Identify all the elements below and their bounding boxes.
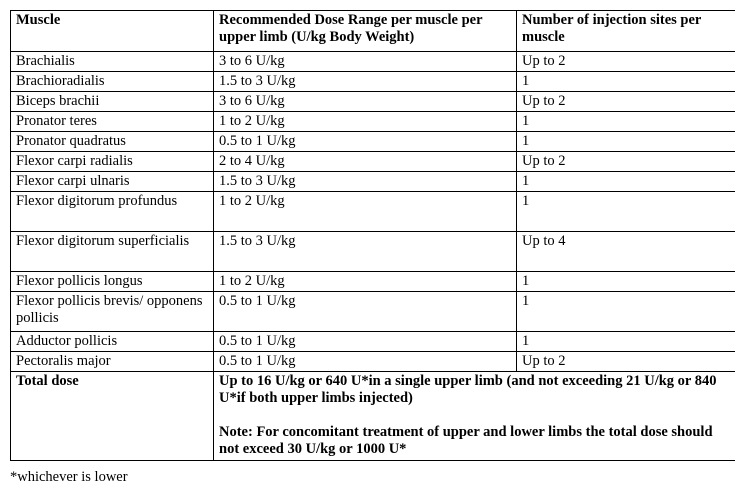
cell-muscle: Flexor carpi radialis — [11, 152, 214, 172]
cell-muscle: Flexor pollicis longus — [11, 272, 214, 292]
cell-sites: 1 — [517, 172, 735, 192]
dose-table — [10, 10, 735, 461]
table-row — [11, 132, 735, 152]
cell-sites: 1 — [517, 332, 735, 352]
cell-dose: 1 to 2 U/kg — [214, 112, 517, 132]
cell-dose: 1.5 to 3 U/kg — [214, 172, 517, 192]
cell-muscle: Biceps brachii — [11, 92, 214, 112]
total-dose-cell — [214, 372, 735, 461]
cell-muscle: Flexor digitorum superficialis — [11, 232, 214, 272]
total-dose-note: Note: For concomitant treatment of upper and lower limbs the total dose should not exceed 30 U/kg or 1000 U* — [219, 424, 713, 457]
cell-dose: 0.5 to 1 U/kg — [214, 292, 517, 332]
table-row — [11, 292, 735, 332]
cell-muscle: Flexor carpi ulnaris — [11, 172, 214, 192]
table-row — [11, 272, 735, 292]
cell-dose: 0.5 to 1 U/kg — [214, 132, 517, 152]
table-row — [11, 332, 735, 352]
table-row — [11, 232, 735, 272]
cell-muscle: Pronator quadratus — [11, 132, 214, 152]
cell-sites: 1 — [517, 192, 735, 232]
total-dose-row — [11, 372, 735, 461]
table-row — [11, 152, 735, 172]
header-row — [11, 11, 735, 52]
cell-sites: Up to 2 — [517, 92, 735, 112]
cell-muscle: Flexor pollicis brevis/ opponens pollicis — [11, 292, 214, 332]
table-row — [11, 112, 735, 132]
cell-muscle: Brachioradialis — [11, 72, 214, 92]
cell-dose: 1.5 to 3 U/kg — [214, 72, 517, 92]
cell-dose: 2 to 4 U/kg — [214, 152, 517, 172]
total-dose-label: Total dose — [11, 372, 214, 461]
table-row — [11, 172, 735, 192]
cell-dose: 0.5 to 1 U/kg — [214, 352, 517, 372]
cell-muscle: Pectoralis major — [11, 352, 214, 372]
cell-dose: 0.5 to 1 U/kg — [214, 332, 517, 352]
cell-dose: 1.5 to 3 U/kg — [214, 232, 517, 272]
cell-sites: 1 — [517, 272, 735, 292]
table-row — [11, 192, 735, 232]
total-dose-text: Up to 16 U/kg or 640 U*in a single upper limb (and not exceeding 21 U/kg or 840 U*if both upper limbs injected) — [219, 373, 717, 406]
table-row — [11, 92, 735, 112]
cell-sites: 1 — [517, 132, 735, 152]
table-row — [11, 52, 735, 72]
cell-dose: 3 to 6 U/kg — [214, 92, 517, 112]
header-muscle: Muscle — [11, 11, 214, 52]
cell-dose: 3 to 6 U/kg — [214, 52, 517, 72]
cell-sites: 1 — [517, 292, 735, 332]
cell-sites: Up to 2 — [517, 152, 735, 172]
cell-muscle: Flexor digitorum profundus — [11, 192, 214, 232]
cell-sites: Up to 4 — [517, 232, 735, 272]
cell-sites: Up to 2 — [517, 52, 735, 72]
table-row — [11, 352, 735, 372]
table-row — [11, 72, 735, 92]
header-dose: Recommended Dose Range per muscle per upper limb (U/kg Body Weight) — [214, 11, 517, 52]
cell-dose: 1 to 2 U/kg — [214, 192, 517, 232]
cell-muscle: Brachialis — [11, 52, 214, 72]
footnote: *whichever is lower — [10, 469, 128, 485]
header-sites: Number of injection sites per muscle — [517, 11, 735, 52]
cell-sites: 1 — [517, 112, 735, 132]
cell-sites: Up to 2 — [517, 352, 735, 372]
cell-sites: 1 — [517, 72, 735, 92]
cell-dose: 1 to 2 U/kg — [214, 272, 517, 292]
cell-muscle: Adductor pollicis — [11, 332, 214, 352]
cell-muscle: Pronator teres — [11, 112, 214, 132]
